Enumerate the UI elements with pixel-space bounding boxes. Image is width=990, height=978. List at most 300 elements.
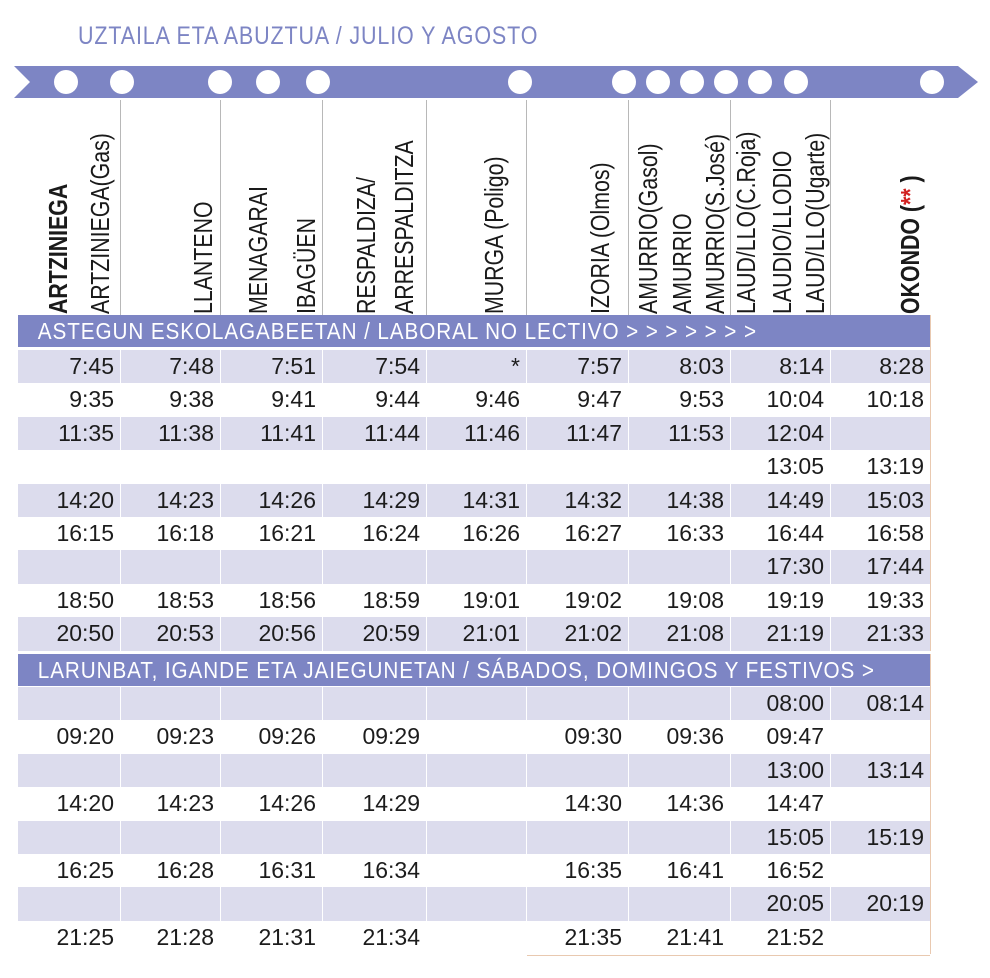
time-cell: 19:01 (462, 586, 520, 613)
time-cell: 20:59 (362, 620, 420, 647)
time-cell: 7:51 (271, 353, 316, 379)
cell-divider (322, 550, 323, 583)
cell-divider (830, 887, 831, 920)
cell-divider (526, 450, 527, 483)
table-right-border (930, 315, 931, 651)
cell-divider (628, 484, 629, 517)
cell-divider (322, 417, 323, 450)
time-cell: 7:48 (169, 353, 214, 379)
cell-divider (220, 617, 221, 650)
time-cell: 16:34 (362, 857, 420, 883)
time-cell: 09:47 (766, 723, 824, 750)
cell-divider (220, 787, 221, 820)
stop-name (384, 99, 424, 314)
time-cell: 16:18 (156, 520, 214, 546)
cell-divider (628, 383, 629, 416)
cell-divider (526, 821, 527, 854)
time-cell: 14:26 (258, 790, 316, 817)
cell-divider (730, 517, 731, 550)
time-cell: 14:26 (258, 486, 316, 513)
cell-divider (526, 383, 527, 416)
table-row (18, 484, 930, 517)
time-cell: 19:33 (866, 586, 924, 613)
cell-divider (120, 484, 121, 517)
cell-divider (426, 450, 427, 483)
time-cell: 16:26 (462, 520, 520, 546)
time-cell: 11:44 (364, 419, 420, 446)
table-row (18, 921, 930, 954)
time-cell: 09:36 (666, 723, 724, 750)
cell-divider (730, 754, 731, 787)
time-cell (426, 821, 526, 854)
cell-divider (220, 720, 221, 753)
cell-divider (220, 821, 221, 854)
stop-dot (508, 70, 532, 94)
time-cell: 9:44 (375, 386, 420, 413)
cell-divider (628, 787, 629, 820)
cell-divider (526, 754, 527, 787)
time-cell: 14:23 (156, 486, 214, 513)
cell-divider (220, 584, 221, 617)
time-cell: 16:35 (564, 857, 622, 883)
cell-divider (628, 617, 629, 650)
cell-divider (426, 854, 427, 887)
time-cell: 16:25 (56, 857, 114, 883)
stop-name (183, 99, 223, 314)
cell-divider (322, 720, 323, 753)
stop-dot (714, 70, 738, 94)
stop-dot (54, 70, 78, 94)
time-cell (628, 550, 730, 583)
time-cell: 21:34 (362, 923, 420, 950)
cell-divider (120, 854, 121, 887)
cell-divider (628, 550, 629, 583)
time-cell: 15:03 (866, 486, 924, 513)
stop-dot (784, 70, 808, 94)
stop-name-part: OKONDO ( (895, 205, 925, 314)
time-cell (830, 921, 930, 954)
time-cell: 10:04 (766, 386, 824, 413)
cell-divider (526, 720, 527, 753)
time-cell: 08:14 (866, 690, 924, 716)
time-cell (18, 550, 120, 583)
stop-dot (208, 70, 232, 94)
time-cell: 16:28 (156, 857, 214, 883)
time-cell (220, 754, 322, 787)
time-cell (426, 787, 526, 820)
time-cell (526, 550, 628, 583)
cell-divider (426, 821, 427, 854)
time-cell: 10:18 (866, 386, 924, 413)
cell-divider (628, 417, 629, 450)
cell-divider (830, 450, 831, 483)
time-cell: 7:45 (69, 353, 114, 379)
cell-divider (730, 584, 731, 617)
stop-name (890, 99, 930, 314)
time-cell (220, 887, 322, 920)
time-cell: 9:46 (475, 386, 520, 413)
time-cell: 15:19 (866, 823, 924, 850)
cell-divider (426, 417, 427, 450)
time-cell: 9:38 (169, 386, 214, 413)
time-cell: 16:41 (666, 857, 724, 883)
time-cell: 08:00 (766, 690, 824, 716)
cell-divider (322, 754, 323, 787)
section-label: ASTEGUN ESKOLAGABEETAN / LABORAL NO LECTIVO > > > > > > > (37, 318, 757, 344)
cell-divider (120, 350, 121, 383)
stop-name (795, 99, 835, 314)
cell-divider (426, 787, 427, 820)
time-cell (322, 887, 426, 920)
stop-name-part: LAUD/LLO(Ugarte) (800, 132, 830, 314)
cell-divider (628, 754, 629, 787)
time-cell: 9:41 (271, 386, 316, 413)
time-cell: 16:44 (766, 520, 824, 546)
stop-name-part: ** (895, 188, 925, 206)
time-cell: 8:28 (879, 353, 924, 379)
time-cell: 13:05 (766, 453, 824, 480)
stop-name-part: LLANTENO (188, 201, 218, 314)
time-cell (18, 887, 120, 920)
time-cell: 19:08 (666, 586, 724, 613)
time-cell (220, 450, 322, 483)
time-cell (526, 754, 628, 787)
cell-divider (322, 787, 323, 820)
cell-divider (322, 350, 323, 383)
time-cell: 16:15 (56, 520, 114, 546)
cell-divider (526, 921, 527, 954)
column-divider (120, 100, 121, 315)
time-cell (526, 450, 628, 483)
stop-dot (306, 70, 330, 94)
time-cell (18, 450, 120, 483)
time-cell: 20:56 (258, 620, 316, 647)
cell-divider (830, 821, 831, 854)
cell-divider (220, 417, 221, 450)
time-cell: 21:35 (564, 923, 622, 950)
cell-divider (628, 854, 629, 887)
table-row (18, 417, 930, 450)
time-cell: 8:14 (779, 353, 824, 379)
time-cell: 16:27 (564, 520, 622, 546)
time-cell: 14:36 (666, 790, 724, 817)
time-cell: 11:38 (158, 419, 214, 446)
cell-divider (426, 484, 427, 517)
stop-name (346, 99, 386, 314)
time-cell: 13:19 (866, 453, 924, 480)
cell-divider (120, 383, 121, 416)
time-cell: 09:26 (258, 723, 316, 750)
time-cell: 17:44 (866, 553, 924, 580)
column-divider (526, 100, 527, 315)
cell-divider (526, 887, 527, 920)
cell-divider (730, 484, 731, 517)
cell-divider (322, 383, 323, 416)
time-cell: * (511, 353, 520, 379)
cell-divider (628, 687, 629, 720)
time-cell: 14:20 (56, 486, 114, 513)
cell-divider (628, 887, 629, 920)
route-arrow (14, 66, 978, 98)
time-cell (426, 887, 526, 920)
time-cell (628, 887, 730, 920)
cell-divider (730, 417, 731, 450)
table-row (18, 550, 930, 583)
section-header (18, 654, 930, 686)
time-cell: 14:31 (462, 486, 520, 513)
time-cell: 14:29 (362, 486, 420, 513)
time-cell: 21:02 (564, 620, 622, 647)
cell-divider (628, 517, 629, 550)
cell-divider (120, 821, 121, 854)
table-row (18, 887, 930, 920)
stop-dot (612, 70, 636, 94)
cell-divider (322, 450, 323, 483)
cell-divider (220, 484, 221, 517)
table-row (18, 383, 930, 416)
cell-divider (220, 550, 221, 583)
time-cell: 14:29 (362, 790, 420, 817)
cell-divider (220, 517, 221, 550)
cell-divider (730, 550, 731, 583)
time-cell: 12:04 (766, 419, 824, 446)
cell-divider (426, 754, 427, 787)
time-cell: 13:14 (866, 756, 924, 783)
cell-divider (322, 484, 323, 517)
table-row (18, 450, 930, 483)
cell-divider (120, 887, 121, 920)
table-bottom-border (527, 955, 930, 956)
cell-divider (730, 450, 731, 483)
time-cell (322, 550, 426, 583)
cell-divider (830, 584, 831, 617)
cell-divider (426, 687, 427, 720)
time-cell (628, 450, 730, 483)
time-cell (426, 550, 526, 583)
cell-divider (220, 687, 221, 720)
time-cell: 7:54 (375, 353, 420, 379)
time-cell (830, 720, 930, 753)
cell-divider (426, 350, 427, 383)
cell-divider (426, 383, 427, 416)
time-cell: 15:05 (766, 823, 824, 850)
stop-name (238, 99, 278, 314)
cell-divider (526, 484, 527, 517)
time-cell: 20:05 (766, 890, 824, 917)
time-cell: 9:35 (69, 386, 114, 413)
cell-divider (830, 417, 831, 450)
time-cell: 16:31 (258, 857, 316, 883)
time-cell (426, 687, 526, 720)
time-cell: 11:47 (566, 419, 622, 446)
stop-name-part: RESPALDIZA/ (351, 176, 381, 314)
cell-divider (426, 517, 427, 550)
stop-dot (920, 70, 944, 94)
time-cell (322, 450, 426, 483)
cell-divider (830, 350, 831, 383)
time-cell: 21:25 (56, 923, 114, 950)
time-cell: 14:20 (56, 790, 114, 817)
time-cell: 21:28 (156, 923, 214, 950)
time-cell (322, 754, 426, 787)
stop-name-part: AMURRIO(Gasol) (633, 143, 663, 314)
time-cell (426, 921, 526, 954)
cell-divider (730, 617, 731, 650)
stop-name-part: LAUDIO/LLODIO (767, 150, 797, 314)
time-cell: 18:50 (56, 586, 114, 613)
time-cell: 09:20 (56, 723, 114, 750)
cell-divider (730, 350, 731, 383)
cell-divider (730, 720, 731, 753)
stop-name-part: MURGA (Poligo) (479, 156, 509, 314)
time-cell (628, 687, 730, 720)
time-cell (120, 450, 220, 483)
stop-name-part: IBAGÜEN (291, 218, 321, 314)
stop-dot (646, 70, 670, 94)
time-cell: 16:21 (258, 520, 316, 546)
time-cell (426, 854, 526, 887)
cell-divider (220, 754, 221, 787)
cell-divider (322, 687, 323, 720)
cell-divider (730, 821, 731, 854)
cell-divider (120, 754, 121, 787)
cell-divider (322, 887, 323, 920)
time-cell: 21:52 (766, 923, 824, 950)
time-cell: 16:33 (666, 520, 724, 546)
stop-name-part: MENAGARAI (243, 186, 273, 314)
cell-divider (120, 584, 121, 617)
table-row (18, 787, 930, 820)
time-cell: 20:53 (156, 620, 214, 647)
time-cell (830, 854, 930, 887)
cell-divider (526, 584, 527, 617)
time-cell: 21:08 (666, 620, 724, 647)
time-cell (628, 754, 730, 787)
stop-name (286, 99, 326, 314)
table-row (18, 854, 930, 887)
time-cell: 11:35 (58, 419, 114, 446)
stop-name (80, 99, 120, 314)
cell-divider (426, 584, 427, 617)
cell-divider (120, 617, 121, 650)
time-cell: 21:31 (258, 923, 316, 950)
cell-divider (730, 854, 731, 887)
cell-divider (426, 887, 427, 920)
cell-divider (830, 517, 831, 550)
cell-divider (322, 921, 323, 954)
cell-divider (220, 921, 221, 954)
time-cell: 18:53 (156, 586, 214, 613)
cell-divider (120, 921, 121, 954)
cell-divider (120, 417, 121, 450)
time-cell (426, 450, 526, 483)
cell-divider (220, 887, 221, 920)
cell-divider (830, 921, 831, 954)
cell-divider (526, 854, 527, 887)
time-cell (18, 687, 120, 720)
table-right-border (930, 654, 931, 954)
time-cell (322, 687, 426, 720)
time-cell (220, 550, 322, 583)
time-cell: 16:24 (362, 520, 420, 546)
time-cell (426, 754, 526, 787)
cell-divider (830, 787, 831, 820)
stop-dot (748, 70, 772, 94)
time-cell (220, 821, 322, 854)
cell-divider (628, 921, 629, 954)
time-cell: 14:38 (666, 486, 724, 513)
time-cell (18, 754, 120, 787)
time-cell (120, 887, 220, 920)
time-cell: 09:29 (362, 723, 420, 750)
time-cell (220, 687, 322, 720)
table-row (18, 821, 930, 854)
cell-divider (526, 350, 527, 383)
time-cell: 11:46 (464, 419, 520, 446)
cell-divider (322, 617, 323, 650)
stop-name (38, 99, 78, 314)
time-cell: 7:57 (577, 353, 622, 379)
time-cell: 21:01 (462, 620, 520, 647)
cell-divider (120, 550, 121, 583)
stop-name-part: ARRESPALDITZA (389, 140, 419, 314)
cell-divider (120, 687, 121, 720)
time-cell: 9:47 (577, 386, 622, 413)
cell-divider (830, 550, 831, 583)
cell-divider (830, 720, 831, 753)
cell-divider (322, 584, 323, 617)
time-cell: 18:59 (362, 586, 420, 613)
stop-name (580, 99, 620, 314)
cell-divider (426, 550, 427, 583)
cell-divider (526, 617, 527, 650)
time-cell: 19:19 (766, 586, 824, 613)
page-title: UZTAILA ETA ABUZTUA / JULIO Y AGOSTO (78, 22, 539, 50)
cell-divider (830, 484, 831, 517)
time-cell: 20:19 (866, 890, 924, 917)
stop-name-part: ) (895, 175, 925, 189)
time-cell: 18:56 (258, 586, 316, 613)
cell-divider (526, 417, 527, 450)
time-cell: 14:30 (564, 790, 622, 817)
cell-divider (628, 584, 629, 617)
time-cell: 9:53 (679, 386, 724, 413)
stop-name-part: LAUD/LLO(C.Roja) (731, 131, 761, 314)
time-cell (120, 754, 220, 787)
time-cell: 09:30 (564, 723, 622, 750)
time-cell: 14:32 (564, 486, 622, 513)
cell-divider (730, 687, 731, 720)
time-cell: 16:52 (766, 857, 824, 883)
stop-name (726, 99, 766, 314)
cell-divider (730, 887, 731, 920)
cell-divider (220, 383, 221, 416)
time-cell: 14:23 (156, 790, 214, 817)
cell-divider (730, 921, 731, 954)
table-row (18, 720, 930, 753)
time-cell: 09:23 (156, 723, 214, 750)
time-cell: 11:53 (668, 419, 724, 446)
cell-divider (220, 854, 221, 887)
time-cell (120, 550, 220, 583)
cell-divider (628, 720, 629, 753)
cell-divider (120, 450, 121, 483)
cell-divider (730, 383, 731, 416)
cell-divider (220, 450, 221, 483)
time-cell (120, 687, 220, 720)
cell-divider (426, 617, 427, 650)
time-cell: 14:49 (766, 486, 824, 513)
